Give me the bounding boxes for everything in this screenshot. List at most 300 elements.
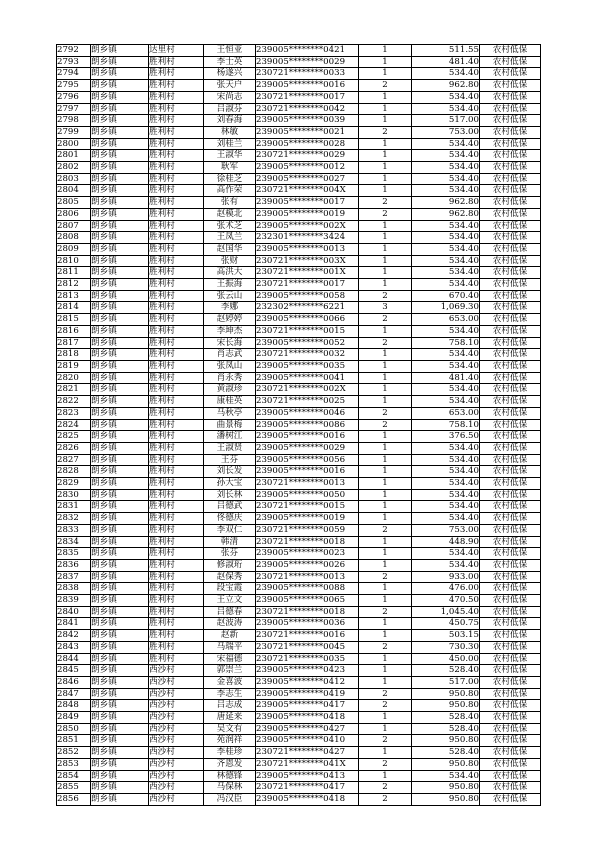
township-cell: 朗乡镇 xyxy=(91,758,149,770)
township-cell: 朗乡镇 xyxy=(91,618,149,630)
household-size-cell: 1 xyxy=(359,712,412,724)
household-size-cell: 1 xyxy=(359,232,412,244)
amount-cell: 933.00 xyxy=(412,571,480,583)
township-cell: 朗乡镇 xyxy=(91,68,149,80)
village-cell: 胜利村 xyxy=(149,653,204,665)
amount-cell: 962.80 xyxy=(412,197,480,209)
village-cell: 胜利村 xyxy=(149,325,204,337)
amount-cell: 534.40 xyxy=(412,466,480,478)
household-size-cell: 2 xyxy=(359,126,412,138)
household-size-cell: 1 xyxy=(359,243,412,255)
row-number: 2854 xyxy=(57,770,91,782)
amount-cell: 1,069.30 xyxy=(412,302,480,314)
row-number: 2806 xyxy=(57,208,91,220)
amount-cell: 950.80 xyxy=(412,758,480,770)
name-cell: 张天户 xyxy=(204,80,256,92)
village-cell: 胜利村 xyxy=(149,314,204,326)
relief-type-cell: 农村低保 xyxy=(480,641,541,653)
id-number-cell: 239005********0013 xyxy=(256,243,359,255)
table-row xyxy=(57,384,541,396)
name-cell: 张术芝 xyxy=(204,220,256,232)
village-cell: 胜利村 xyxy=(149,150,204,162)
township-cell: 朗乡镇 xyxy=(91,442,149,454)
name-cell: 王恒亚 xyxy=(204,45,256,57)
name-cell: 王芬 xyxy=(204,454,256,466)
household-size-cell: 1 xyxy=(359,115,412,127)
table-row xyxy=(57,665,541,677)
relief-type-cell: 农村低保 xyxy=(480,220,541,232)
amount-cell: 534.40 xyxy=(412,173,480,185)
relief-type-cell: 农村低保 xyxy=(480,618,541,630)
household-size-cell: 2 xyxy=(359,419,412,431)
row-number: 2818 xyxy=(57,349,91,361)
name-cell: 王凤兰 xyxy=(204,232,256,244)
household-size-cell: 2 xyxy=(359,794,412,806)
village-cell: 胜利村 xyxy=(149,185,204,197)
township-cell: 朗乡镇 xyxy=(91,173,149,185)
name-cell: 马保林 xyxy=(204,782,256,794)
village-cell: 胜利村 xyxy=(149,466,204,478)
name-cell: 佟德庆 xyxy=(204,513,256,525)
table-row xyxy=(57,80,541,92)
name-cell: 王振海 xyxy=(204,279,256,291)
amount-cell: 534.40 xyxy=(412,548,480,560)
household-size-cell: 1 xyxy=(359,279,412,291)
village-cell: 胜利村 xyxy=(149,536,204,548)
id-number-cell: 239005********0086 xyxy=(256,419,359,431)
township-cell: 朗乡镇 xyxy=(91,56,149,68)
name-cell: 曲景梅 xyxy=(204,419,256,431)
row-number: 2811 xyxy=(57,267,91,279)
row-number: 2850 xyxy=(57,723,91,735)
relief-type-cell: 农村低保 xyxy=(480,782,541,794)
village-cell: 西沙村 xyxy=(149,688,204,700)
village-cell: 胜利村 xyxy=(149,571,204,583)
household-size-cell: 1 xyxy=(359,185,412,197)
household-size-cell: 1 xyxy=(359,360,412,372)
village-cell: 胜利村 xyxy=(149,641,204,653)
relief-type-cell: 农村低保 xyxy=(480,138,541,150)
township-cell: 朗乡镇 xyxy=(91,349,149,361)
id-number-cell: 239005********0066 xyxy=(256,314,359,326)
village-cell: 胜利村 xyxy=(149,162,204,174)
village-cell: 胜利村 xyxy=(149,384,204,396)
amount-cell: 534.40 xyxy=(412,489,480,501)
relief-type-cell: 农村低保 xyxy=(480,185,541,197)
township-cell: 朗乡镇 xyxy=(91,653,149,665)
row-number: 2812 xyxy=(57,279,91,291)
amount-cell: 481.40 xyxy=(412,56,480,68)
name-cell: 李双仁 xyxy=(204,524,256,536)
relief-type-cell: 农村低保 xyxy=(480,454,541,466)
amount-cell: 534.40 xyxy=(412,442,480,454)
amount-cell: 534.40 xyxy=(412,770,480,782)
relief-type-cell: 农村低保 xyxy=(480,232,541,244)
row-number: 2855 xyxy=(57,782,91,794)
amount-cell: 534.40 xyxy=(412,384,480,396)
village-cell: 西沙村 xyxy=(149,712,204,724)
name-cell: 王淑贤 xyxy=(204,442,256,454)
id-number-cell: 239005********0413 xyxy=(256,770,359,782)
relief-type-cell: 农村低保 xyxy=(480,548,541,560)
relief-type-cell: 农村低保 xyxy=(480,208,541,220)
village-cell: 胜利村 xyxy=(149,279,204,291)
township-cell: 朗乡镇 xyxy=(91,606,149,618)
row-number: 2842 xyxy=(57,630,91,642)
name-cell: 冯汉臣 xyxy=(204,794,256,806)
row-number: 2807 xyxy=(57,220,91,232)
amount-cell: 753.00 xyxy=(412,126,480,138)
table-row xyxy=(57,290,541,302)
id-number-cell: 239005********0028 xyxy=(256,138,359,150)
table-row xyxy=(57,630,541,642)
row-number: 2820 xyxy=(57,372,91,384)
household-size-cell: 1 xyxy=(359,442,412,454)
row-number: 2819 xyxy=(57,360,91,372)
household-size-cell: 1 xyxy=(359,103,412,115)
id-number-cell: 230721********0017 xyxy=(256,279,359,291)
id-number-cell: 239005********0056 xyxy=(256,454,359,466)
household-size-cell: 2 xyxy=(359,208,412,220)
village-cell: 西沙村 xyxy=(149,758,204,770)
township-cell: 朗乡镇 xyxy=(91,243,149,255)
relief-type-cell: 农村低保 xyxy=(480,314,541,326)
row-number: 2832 xyxy=(57,513,91,525)
name-cell: 刘春海 xyxy=(204,115,256,127)
row-number: 2833 xyxy=(57,524,91,536)
township-cell: 朗乡镇 xyxy=(91,220,149,232)
amount-cell: 528.40 xyxy=(412,712,480,724)
amount-cell: 534.40 xyxy=(412,103,480,115)
township-cell: 朗乡镇 xyxy=(91,712,149,724)
row-number: 2856 xyxy=(57,794,91,806)
township-cell: 朗乡镇 xyxy=(91,91,149,103)
id-number-cell: 230721********0017 xyxy=(256,91,359,103)
table-row xyxy=(57,115,541,127)
relief-type-cell: 农村低保 xyxy=(480,653,541,665)
row-number: 2816 xyxy=(57,325,91,337)
amount-cell: 534.40 xyxy=(412,360,480,372)
name-cell: 李娜 xyxy=(204,302,256,314)
table-row xyxy=(57,56,541,68)
id-number-cell: 239005********0016 xyxy=(256,431,359,443)
household-size-cell: 1 xyxy=(359,220,412,232)
row-number: 2805 xyxy=(57,197,91,209)
relief-type-cell: 农村低保 xyxy=(480,524,541,536)
relief-type-cell: 农村低保 xyxy=(480,173,541,185)
row-number: 2814 xyxy=(57,302,91,314)
id-number-cell: 230721********001X xyxy=(256,267,359,279)
name-cell: 徐桂芝 xyxy=(204,173,256,185)
amount-cell: 653.00 xyxy=(412,407,480,419)
row-number: 2836 xyxy=(57,559,91,571)
household-size-cell: 1 xyxy=(359,559,412,571)
household-size-cell: 3 xyxy=(359,302,412,314)
township-cell: 朗乡镇 xyxy=(91,489,149,501)
name-cell: 吕德春 xyxy=(204,606,256,618)
relief-type-cell: 农村低保 xyxy=(480,91,541,103)
township-cell: 朗乡镇 xyxy=(91,337,149,349)
household-size-cell: 1 xyxy=(359,723,412,735)
table-row xyxy=(57,91,541,103)
id-number-cell: 239005********0088 xyxy=(256,583,359,595)
id-number-cell: 232301********3424 xyxy=(256,232,359,244)
amount-cell: 670.40 xyxy=(412,290,480,302)
village-cell: 胜利村 xyxy=(149,583,204,595)
name-cell: 张云山 xyxy=(204,290,256,302)
id-number-cell: 230721********041X xyxy=(256,758,359,770)
relief-type-cell: 农村低保 xyxy=(480,68,541,80)
id-number-cell: 239005********0423 xyxy=(256,665,359,677)
relief-type-cell: 农村低保 xyxy=(480,115,541,127)
township-cell: 朗乡镇 xyxy=(91,536,149,548)
relief-type-cell: 农村低保 xyxy=(480,559,541,571)
table-row xyxy=(57,360,541,372)
amount-cell: 962.80 xyxy=(412,208,480,220)
household-size-cell: 2 xyxy=(359,735,412,747)
table-row xyxy=(57,243,541,255)
row-number: 2809 xyxy=(57,243,91,255)
household-size-cell: 1 xyxy=(359,665,412,677)
household-size-cell: 1 xyxy=(359,255,412,267)
row-number: 2841 xyxy=(57,618,91,630)
id-number-cell: 230721********0025 xyxy=(256,396,359,408)
table-row xyxy=(57,559,541,571)
village-cell: 胜利村 xyxy=(149,208,204,220)
amount-cell: 962.80 xyxy=(412,80,480,92)
amount-cell: 528.40 xyxy=(412,723,480,735)
amount-cell: 1,045.40 xyxy=(412,606,480,618)
id-number-cell: 239005********0019 xyxy=(256,513,359,525)
township-cell: 朗乡镇 xyxy=(91,396,149,408)
id-number-cell: 239005********0023 xyxy=(256,548,359,560)
id-number-cell: 239005********0410 xyxy=(256,735,359,747)
township-cell: 朗乡镇 xyxy=(91,688,149,700)
amount-cell: 534.40 xyxy=(412,185,480,197)
township-cell: 朗乡镇 xyxy=(91,548,149,560)
row-number: 2829 xyxy=(57,478,91,490)
row-number: 2845 xyxy=(57,665,91,677)
relief-type-cell: 农村低保 xyxy=(480,407,541,419)
name-cell: 高洪大 xyxy=(204,267,256,279)
id-number-cell: 230721********0018 xyxy=(256,536,359,548)
relief-type-cell: 农村低保 xyxy=(480,290,541,302)
amount-cell: 753.00 xyxy=(412,524,480,536)
row-number: 2808 xyxy=(57,232,91,244)
amount-cell: 950.80 xyxy=(412,794,480,806)
table-row xyxy=(57,548,541,560)
name-cell: 宋尚志 xyxy=(204,91,256,103)
village-cell: 胜利村 xyxy=(149,489,204,501)
id-number-cell: 230721********0029 xyxy=(256,150,359,162)
row-number: 2835 xyxy=(57,548,91,560)
name-cell: 王淑华 xyxy=(204,150,256,162)
name-cell: 宋福德 xyxy=(204,653,256,665)
household-size-cell: 1 xyxy=(359,91,412,103)
amount-cell: 481.40 xyxy=(412,372,480,384)
household-size-cell: 1 xyxy=(359,325,412,337)
household-size-cell: 1 xyxy=(359,583,412,595)
township-cell: 朗乡镇 xyxy=(91,431,149,443)
name-cell: 耿军 xyxy=(204,162,256,174)
table-row xyxy=(57,688,541,700)
amount-cell: 450.00 xyxy=(412,653,480,665)
table-row xyxy=(57,126,541,138)
amount-cell: 534.40 xyxy=(412,513,480,525)
township-cell: 朗乡镇 xyxy=(91,641,149,653)
table-row xyxy=(57,185,541,197)
village-cell: 胜利村 xyxy=(149,232,204,244)
village-cell: 西沙村 xyxy=(149,665,204,677)
township-cell: 朗乡镇 xyxy=(91,103,149,115)
id-number-cell: 239005********0050 xyxy=(256,489,359,501)
household-size-cell: 2 xyxy=(359,782,412,794)
id-number-cell: 239005********0417 xyxy=(256,700,359,712)
township-cell: 朗乡镇 xyxy=(91,419,149,431)
township-cell: 朗乡镇 xyxy=(91,513,149,525)
id-number-cell: 230721********002X xyxy=(256,384,359,396)
township-cell: 朗乡镇 xyxy=(91,126,149,138)
amount-cell: 534.40 xyxy=(412,91,480,103)
township-cell: 朗乡镇 xyxy=(91,770,149,782)
id-number-cell: 230721********0013 xyxy=(256,478,359,490)
amount-cell: 758.10 xyxy=(412,337,480,349)
relief-type-cell: 农村低保 xyxy=(480,466,541,478)
household-size-cell: 2 xyxy=(359,700,412,712)
table-row xyxy=(57,536,541,548)
name-cell: 黄淑珍 xyxy=(204,384,256,396)
name-cell: 王立文 xyxy=(204,595,256,607)
table-row xyxy=(57,302,541,314)
amount-cell: 448.90 xyxy=(412,536,480,548)
table-row xyxy=(57,267,541,279)
relief-type-cell: 农村低保 xyxy=(480,758,541,770)
name-cell: 张有 xyxy=(204,197,256,209)
relief-type-cell: 农村低保 xyxy=(480,431,541,443)
table-row xyxy=(57,747,541,759)
village-cell: 胜利村 xyxy=(149,243,204,255)
id-number-cell: 239005********0026 xyxy=(256,559,359,571)
township-cell: 朗乡镇 xyxy=(91,115,149,127)
village-cell: 西沙村 xyxy=(149,747,204,759)
table-row xyxy=(57,478,541,490)
township-cell: 朗乡镇 xyxy=(91,290,149,302)
village-cell: 西沙村 xyxy=(149,723,204,735)
id-number-cell: 239005********0418 xyxy=(256,712,359,724)
village-cell: 胜利村 xyxy=(149,302,204,314)
village-cell: 西沙村 xyxy=(149,770,204,782)
id-number-cell: 239005********0065 xyxy=(256,595,359,607)
row-number: 2802 xyxy=(57,162,91,174)
township-cell: 朗乡镇 xyxy=(91,595,149,607)
row-number: 2837 xyxy=(57,571,91,583)
row-number: 2817 xyxy=(57,337,91,349)
table-row xyxy=(57,220,541,232)
table-row xyxy=(57,758,541,770)
id-number-cell: 230721********0417 xyxy=(256,782,359,794)
household-size-cell: 2 xyxy=(359,606,412,618)
name-cell: 唐延来 xyxy=(204,712,256,724)
table-row xyxy=(57,712,541,724)
row-number: 2801 xyxy=(57,150,91,162)
name-cell: 赵婷婷 xyxy=(204,314,256,326)
name-cell: 孙大宝 xyxy=(204,478,256,490)
village-cell: 胜利村 xyxy=(149,255,204,267)
village-cell: 胜利村 xyxy=(149,290,204,302)
relief-type-cell: 农村低保 xyxy=(480,372,541,384)
amount-cell: 653.00 xyxy=(412,314,480,326)
household-size-cell: 2 xyxy=(359,688,412,700)
village-cell: 胜利村 xyxy=(149,56,204,68)
household-size-cell: 1 xyxy=(359,676,412,688)
household-size-cell: 2 xyxy=(359,314,412,326)
village-cell: 胜利村 xyxy=(149,103,204,115)
relief-type-cell: 农村低保 xyxy=(480,419,541,431)
table-row xyxy=(57,337,541,349)
household-size-cell: 1 xyxy=(359,138,412,150)
amount-cell: 950.80 xyxy=(412,688,480,700)
village-cell: 胜利村 xyxy=(149,618,204,630)
table-row xyxy=(57,208,541,220)
village-cell: 胜利村 xyxy=(149,559,204,571)
amount-cell: 534.40 xyxy=(412,150,480,162)
table-row xyxy=(57,770,541,782)
relief-type-cell: 农村低保 xyxy=(480,325,541,337)
household-size-cell: 1 xyxy=(359,173,412,185)
village-cell: 胜利村 xyxy=(149,454,204,466)
village-cell: 西沙村 xyxy=(149,735,204,747)
table-row xyxy=(57,489,541,501)
township-cell: 朗乡镇 xyxy=(91,630,149,642)
township-cell: 朗乡镇 xyxy=(91,559,149,571)
amount-cell: 528.40 xyxy=(412,747,480,759)
amount-cell: 534.40 xyxy=(412,478,480,490)
row-number: 2823 xyxy=(57,407,91,419)
amount-cell: 534.40 xyxy=(412,454,480,466)
id-number-cell: 239005********0017 xyxy=(256,197,359,209)
id-number-cell: 230721********0013 xyxy=(256,571,359,583)
village-cell: 胜利村 xyxy=(149,349,204,361)
township-cell: 朗乡镇 xyxy=(91,735,149,747)
amount-cell: 730.30 xyxy=(412,641,480,653)
village-cell: 胜利村 xyxy=(149,442,204,454)
township-cell: 朗乡镇 xyxy=(91,501,149,513)
household-size-cell: 1 xyxy=(359,396,412,408)
table-row xyxy=(57,431,541,443)
name-cell: 吕淑芬 xyxy=(204,103,256,115)
name-cell: 赵模北 xyxy=(204,208,256,220)
row-number: 2840 xyxy=(57,606,91,618)
household-size-cell: 1 xyxy=(359,595,412,607)
id-number-cell: 239005********0039 xyxy=(256,115,359,127)
relief-type-cell: 农村低保 xyxy=(480,665,541,677)
table-row xyxy=(57,723,541,735)
amount-cell: 534.40 xyxy=(412,396,480,408)
amount-cell: 517.00 xyxy=(412,115,480,127)
table-row xyxy=(57,454,541,466)
household-size-cell: 1 xyxy=(359,45,412,57)
village-cell: 胜利村 xyxy=(149,337,204,349)
household-size-cell: 1 xyxy=(359,536,412,548)
table-row xyxy=(57,325,541,337)
name-cell: 张芬 xyxy=(204,548,256,560)
id-number-cell: 232302********6221 xyxy=(256,302,359,314)
id-number-cell: 239005********0427 xyxy=(256,723,359,735)
name-cell: 高作荣 xyxy=(204,185,256,197)
table-row xyxy=(57,255,541,267)
id-number-cell: 230721********0045 xyxy=(256,641,359,653)
relief-type-cell: 农村低保 xyxy=(480,197,541,209)
